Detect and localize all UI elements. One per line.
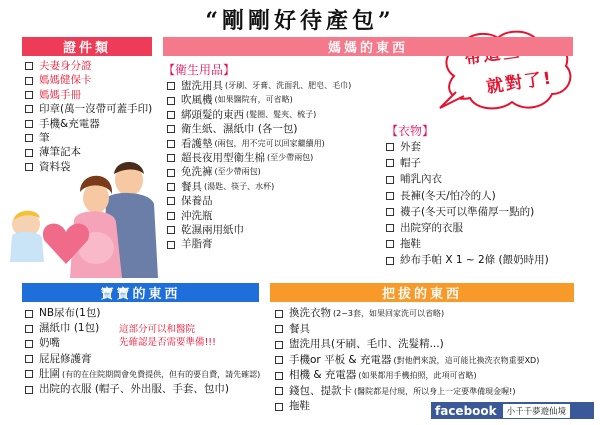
documents-header: 證件類 (22, 37, 152, 56)
item-text: 綁頭髮的東西 (181, 108, 244, 121)
list-item (386, 139, 549, 155)
family-illustration (4, 160, 160, 278)
item-note: (有的在住院期間會免費提供，但有的要自費，請先確認) (62, 369, 261, 379)
checkbox-icon[interactable] (25, 370, 33, 378)
facebook-banner[interactable] (431, 402, 594, 419)
list-item (167, 93, 351, 107)
list-item (275, 306, 539, 322)
hygiene-title: 【衛生用品】 (163, 63, 236, 77)
item-text: 羊脂膏 (181, 238, 213, 251)
item-note: (醫院都是付現，所以身上一定要準備現金喔!) (354, 386, 516, 396)
item-text: 餐具 (181, 180, 202, 193)
item-text: 帽子 (400, 157, 421, 170)
item-text: 看護墊 (181, 137, 213, 150)
checkbox-icon[interactable] (25, 386, 33, 394)
list-item (167, 137, 351, 151)
item-text: 屁屁修護膏 (39, 352, 92, 365)
item-text: 印章(萬一沒帶可蓋手印) (39, 103, 153, 116)
item-text: 免洗褲 (181, 166, 213, 179)
list-item (167, 151, 351, 165)
badge-line-2: 就對了! (485, 68, 555, 98)
item-text: 出院穿的衣服 (400, 222, 463, 235)
list-item (25, 73, 152, 87)
list-item (25, 367, 260, 382)
item-text: 哺乳內衣 (400, 173, 442, 186)
checkbox-icon[interactable] (386, 159, 394, 167)
documents-list (25, 59, 152, 174)
list-item (167, 223, 351, 237)
item-note: (牙刷、牙膏、洗面乳、肥皂、毛巾) (225, 81, 352, 90)
item-text: 薄筆記本 (39, 146, 81, 159)
list-item (386, 204, 549, 220)
list-item (167, 122, 351, 136)
checkbox-icon[interactable] (386, 240, 394, 248)
checkbox-icon[interactable] (25, 149, 33, 157)
checkbox-icon[interactable] (167, 97, 175, 105)
item-text: 盥洗用具 (181, 80, 223, 92)
checkbox-icon[interactable] (167, 154, 175, 162)
item-text: 外套 (400, 141, 421, 153)
checkbox-icon[interactable] (167, 125, 175, 133)
item-note: (如果醫院有，可省略) (214, 95, 293, 105)
item-note: (至少帶兩包) (214, 167, 261, 177)
item-note: (湯匙、筷子、水杯) (204, 181, 275, 191)
dad-header: 把拔的東西 (270, 283, 574, 302)
checkbox-icon[interactable] (167, 169, 175, 177)
dad-list (275, 306, 539, 415)
checkbox-icon[interactable] (386, 224, 394, 232)
checkbox-icon[interactable] (167, 111, 175, 119)
item-text: 媽媽手冊 (39, 88, 81, 101)
checkbox-icon[interactable] (275, 403, 283, 411)
checkbox-icon[interactable] (25, 310, 33, 318)
item-text: 濕紙巾 (1包) (39, 322, 100, 335)
list-item (25, 145, 152, 159)
checkbox-icon[interactable] (275, 341, 283, 349)
checkbox-icon[interactable] (25, 105, 33, 113)
item-text: 手機&充電器 (39, 117, 100, 130)
list-item (275, 322, 539, 338)
list-item (25, 102, 152, 116)
item-text: 夫妻身分證 (39, 60, 92, 72)
checkbox-icon[interactable] (25, 62, 33, 70)
mom-header: 媽媽的東西 (163, 37, 573, 56)
item-text: 資料袋 (39, 160, 71, 173)
item-note: (2~3套，如果回家洗可以省略) (333, 309, 445, 318)
item-text: 手機or 平板 & 充電器 (289, 353, 392, 366)
baby-note-line-2: 先確認是否需要準備!!! (119, 337, 216, 348)
clothes-title: 【衣物】 (386, 124, 435, 138)
list-item (275, 337, 539, 353)
item-text: 肚圍 (39, 367, 60, 380)
item-text: 長褲(冬天/怕冷的人) (400, 189, 496, 202)
clothes-list (386, 139, 549, 269)
item-text: 筆 (39, 132, 50, 145)
item-text: 乾濕兩用紙巾 (181, 224, 244, 237)
hygiene-list (167, 79, 351, 252)
item-note: (如果都用手機拍照，此項可省略) (358, 371, 477, 380)
checkbox-icon[interactable] (167, 212, 175, 220)
checkbox-icon[interactable] (275, 310, 283, 318)
item-text: 盥洗用具(牙刷、毛巾、洗髮精...) (289, 338, 444, 350)
item-note: (髮圈、髮夾、梳子) (246, 109, 317, 119)
list-item (25, 117, 152, 131)
list-item (167, 209, 351, 223)
checkbox-icon[interactable] (275, 325, 283, 333)
checkbox-icon[interactable] (25, 134, 33, 142)
checkbox-icon[interactable] (167, 82, 175, 90)
item-text: 拖鞋 (400, 238, 421, 251)
item-text: NB尿布(1包) (39, 307, 101, 319)
list-item (25, 59, 152, 73)
checkbox-icon[interactable] (25, 77, 33, 85)
list-item (275, 384, 539, 400)
item-note: (對他們來說，這可能比換洗衣物重要XD) (393, 355, 540, 365)
list-item (275, 353, 539, 369)
list-item (386, 188, 549, 204)
checkbox-icon[interactable] (25, 91, 33, 99)
item-text: 超長夜用型衛生棉 (181, 152, 265, 165)
item-text: 錢包、提款卡 (289, 384, 352, 397)
list-item (25, 131, 152, 145)
item-text: 出院的衣服 (帽子、外出服、手套、包巾) (39, 383, 230, 396)
list-item (167, 180, 351, 194)
checkbox-icon[interactable] (275, 372, 283, 380)
checkbox-icon[interactable] (167, 197, 175, 205)
baby-list (25, 306, 260, 397)
item-text: 吹風機 (181, 94, 213, 107)
list-item (167, 79, 351, 93)
item-text: 保養品 (181, 195, 213, 208)
item-text: 相機 & 充電器 (289, 369, 357, 381)
item-text: 沖洗瓶 (181, 209, 213, 222)
list-item (167, 108, 351, 122)
item-text: 紗布手帕 X 1 ~ 2條 (餵奶時用) (400, 254, 549, 267)
page-title: “剛剛好待產包” (205, 8, 395, 34)
list-item (167, 194, 351, 208)
checkbox-icon[interactable] (25, 325, 33, 333)
item-text: 拖鞋 (289, 400, 310, 412)
checkbox-icon[interactable] (25, 340, 33, 348)
checkbox-icon[interactable] (386, 208, 394, 216)
facebook-logo-text: facebook (435, 403, 497, 418)
baby-note-line-1: 這部分可以和醫院 (119, 324, 196, 335)
list-item (386, 252, 549, 268)
item-note: (兩包，用不完可以回家繼續用) (214, 138, 325, 148)
list-item (25, 88, 152, 102)
checkbox-icon[interactable] (25, 120, 33, 128)
item-text: 奶嘴 (39, 337, 60, 350)
item-text: 餐具 (289, 322, 310, 335)
baby-header: 寶寶的東西 (22, 283, 259, 302)
checkbox-icon[interactable] (275, 356, 283, 364)
checkbox-icon[interactable] (25, 355, 33, 363)
facebook-page-name: 小千千夢遊仙境 (503, 404, 571, 418)
item-text: 衛生紙、濕紙巾 (各一包) (181, 123, 298, 136)
checkbox-icon[interactable] (167, 140, 175, 148)
list-item (386, 220, 549, 236)
checkbox-icon[interactable] (386, 192, 394, 200)
list-item (25, 352, 260, 367)
item-text: 媽媽健保卡 (39, 74, 92, 87)
baby-note (119, 323, 216, 349)
checkbox-icon[interactable] (386, 257, 394, 265)
item-text: 換洗衣物 (289, 307, 331, 319)
list-item (275, 368, 539, 384)
checkbox-icon[interactable] (275, 387, 283, 395)
checkbox-icon[interactable] (386, 176, 394, 184)
checkbox-icon[interactable] (167, 183, 175, 191)
list-item (167, 237, 351, 251)
list-item (25, 382, 260, 397)
list-item (386, 171, 549, 187)
list-item (386, 236, 549, 252)
checkbox-icon[interactable] (386, 143, 394, 151)
item-text: 襪子(冬天可以準備厚一點的) (400, 205, 535, 218)
checkbox-icon[interactable] (167, 241, 175, 249)
list-item (386, 155, 549, 171)
list-item (25, 306, 260, 321)
list-item (167, 165, 351, 179)
item-note: (至少帶兩包) (267, 153, 314, 163)
checkbox-icon[interactable] (167, 226, 175, 234)
